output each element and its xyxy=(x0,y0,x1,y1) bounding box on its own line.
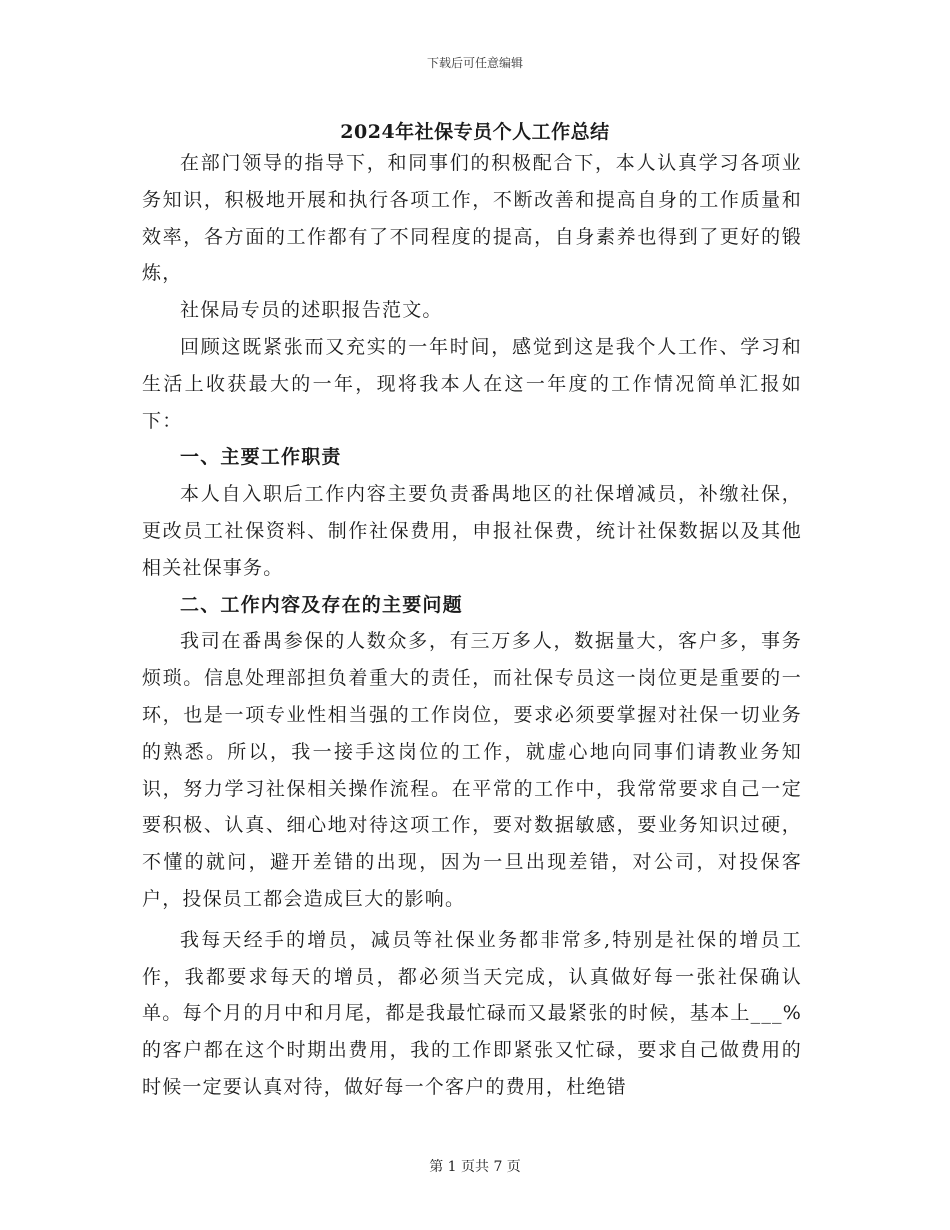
paragraph-issues: 我司在番禺参保的人数众多，有三万多人，数据量大，客户多，事务烦琐。信息处理部担负着重大的责任，而社保专员这一岗位更是重要的一环，也是一项专业性相当强的工作岗位，要求必须要掌握对社保一切业务的熟悉。所以，我一接手这岗位的工作，就虚心地向同事们请教业务知识，努力学习社保相关操作流程。在平常的工作中，我常常要求自己一定要积极、认真、细心地对待这项工作，要对数据敏感，要业务知识过硬，不懂的就问，避开差错的出现，因为一旦出现差错，对公司，对投保客户，投保员工都会造成巨大的影响。 xyxy=(142,630,802,910)
paragraph-review: 回顾这既紧张而又充实的一年时间，感觉到这是我个人工作、学习和生活上收获最大的一年，现将我本人在这一年度的工作情况简单汇报如下： xyxy=(142,335,802,432)
paragraph-duties: 本人自入职后工作内容主要负责番禺地区的社保增减员，补缴社保，更改员工社保资料、制作社保费用，申报社保费，统计社保数据以及其他相关社保事务。 xyxy=(142,483,802,579)
download-note: 下载后可任意编辑 xyxy=(426,56,523,70)
paragraph-reference: 社保局专员的述职报告范文。 xyxy=(180,299,443,322)
paragraph-daily-work: 我每天经手的增员，减员等社保业务都非常多,特别是社保的增员工作，我都要求每天的增员，都必须当天完成，认真做好每一张社保确认单。每个月的月中和月尾，都是我最忙碌而又最紧张的时候，基本上___%的客户都在这个时期出费用，我的工作即紧张又忙碌，要求自己做费用的时候一定要认真对待，做好每一个客户的费用，杜绝错 xyxy=(142,928,802,1098)
document-title: 2024年社保专员个人工作总结 xyxy=(340,121,610,143)
section-heading-issues: 二、工作内容及存在的主要问题 xyxy=(180,593,463,616)
document-body xyxy=(142,145,802,1106)
section-heading-duties: 一、主要工作职责 xyxy=(180,446,342,469)
page-number-label: 第 1 页共 7 页 xyxy=(429,1159,521,1175)
paragraph-intro: 在部门领导的指导下，和同事们的积极配合下，本人认真学习各项业务知识，积极地开展和执行各项工作，不断改善和提高自身的工作质量和效率，各方面的工作都有了不同程度的提高，自身素养也得到了更好的锻炼， xyxy=(142,152,802,285)
page-number xyxy=(0,1156,950,1176)
